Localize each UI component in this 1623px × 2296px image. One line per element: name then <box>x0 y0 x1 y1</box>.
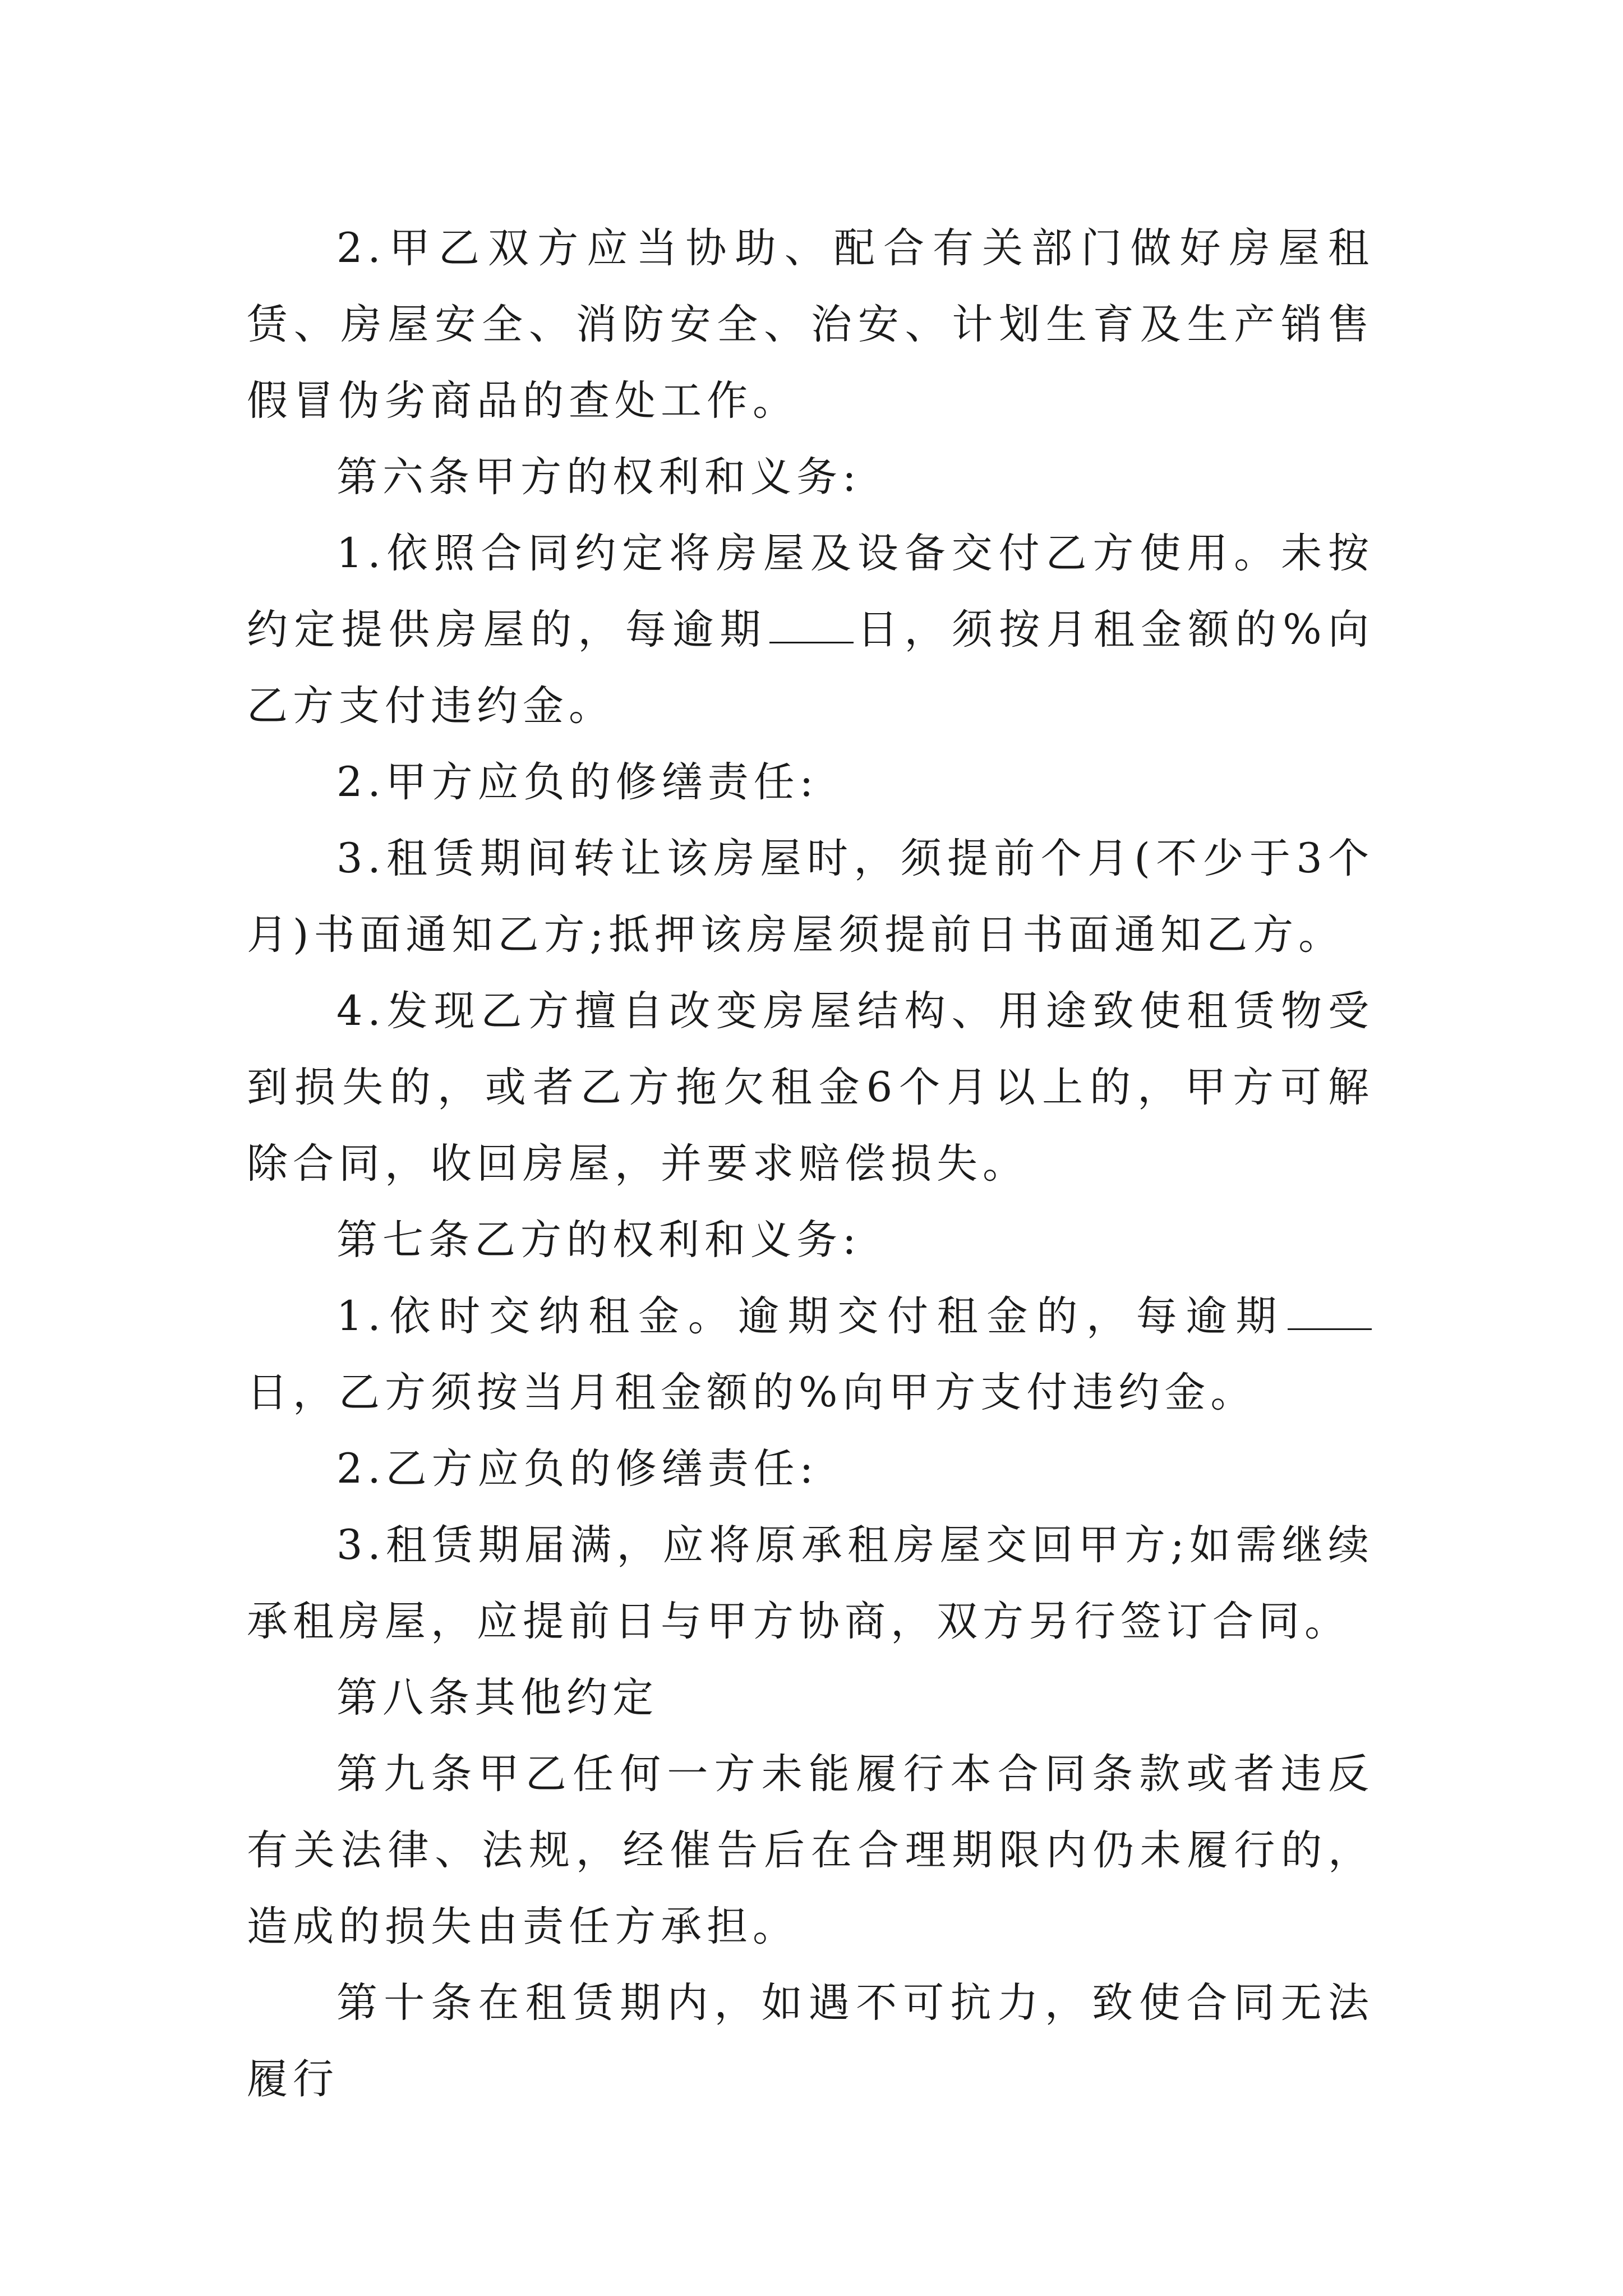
paragraph-text-after-blank: 日，乙方须按当月租金额的%向甲方支付违约金。 <box>247 1369 1257 1416</box>
paragraph-article-6-1 <box>247 516 1374 744</box>
document-body <box>247 210 1374 2118</box>
paragraph-article-9: 第九条甲乙任何一方未能履行本合同条款或者违反有关法律、法规，经催告后在合理期限内仍未履行的，造成的损失由责任方承担。 <box>247 1750 1374 1950</box>
paragraph-article-7-3: 3.租赁期届满，应将原承租房屋交回甲方;如需继续承租房屋，应提前日与甲方协商，双方另行签订合同。 <box>247 1521 1374 1645</box>
paragraph-article-6-2: 2.甲方应负的修缮责任: <box>336 758 819 806</box>
heading-article-6: 第六条甲方的权利和义务: <box>336 453 861 501</box>
paragraph-article-10: 第十条在租赁期内，如遇不可抗力，致使合同无法履行 <box>247 1979 1374 2103</box>
paragraph-article-6-4: 4.发现乙方擅自改变房屋结构、用途致使租赁物受到损失的，或者乙方拖欠租金6个月以上的，甲方可解除合同，收回房屋，并要求赔偿损失。 <box>247 987 1374 1188</box>
paragraph-text-before-blank: 1.依照合同约定将房屋及设备交付乙方使用。未按约定提供房屋的，每逾期 <box>247 530 1374 654</box>
fill-in-blank <box>1288 1295 1372 1330</box>
paragraph-text-after-blank: 日，须按月租金额的%向乙方支付违约金。 <box>247 606 1374 730</box>
paragraph-article-7-1 <box>247 1278 1374 1431</box>
paragraph-article-7-2: 2.乙方应负的修缮责任: <box>336 1445 819 1493</box>
paragraph-article-6-3: 3.租赁期间转让该房屋时，须提前个月(不少于3个月)书面通知乙方;抵押该房屋须提前日书面通知乙方。 <box>247 835 1374 959</box>
heading-article-7: 第七条乙方的权利和义务: <box>336 1216 861 1264</box>
paragraph-clause-5-2: 2.甲乙双方应当协助、配合有关部门做好房屋租赁、房屋安全、消防安全、治安、计划生育及生产销售假冒伪劣商品的查处工作。 <box>247 224 1374 425</box>
fill-in-blank <box>769 608 854 643</box>
paragraph-text-before-blank: 1.依时交纳租金。逾期交付租金的，每逾期 <box>336 1292 1285 1340</box>
heading-article-8: 第八条其他约定 <box>336 1674 658 1722</box>
